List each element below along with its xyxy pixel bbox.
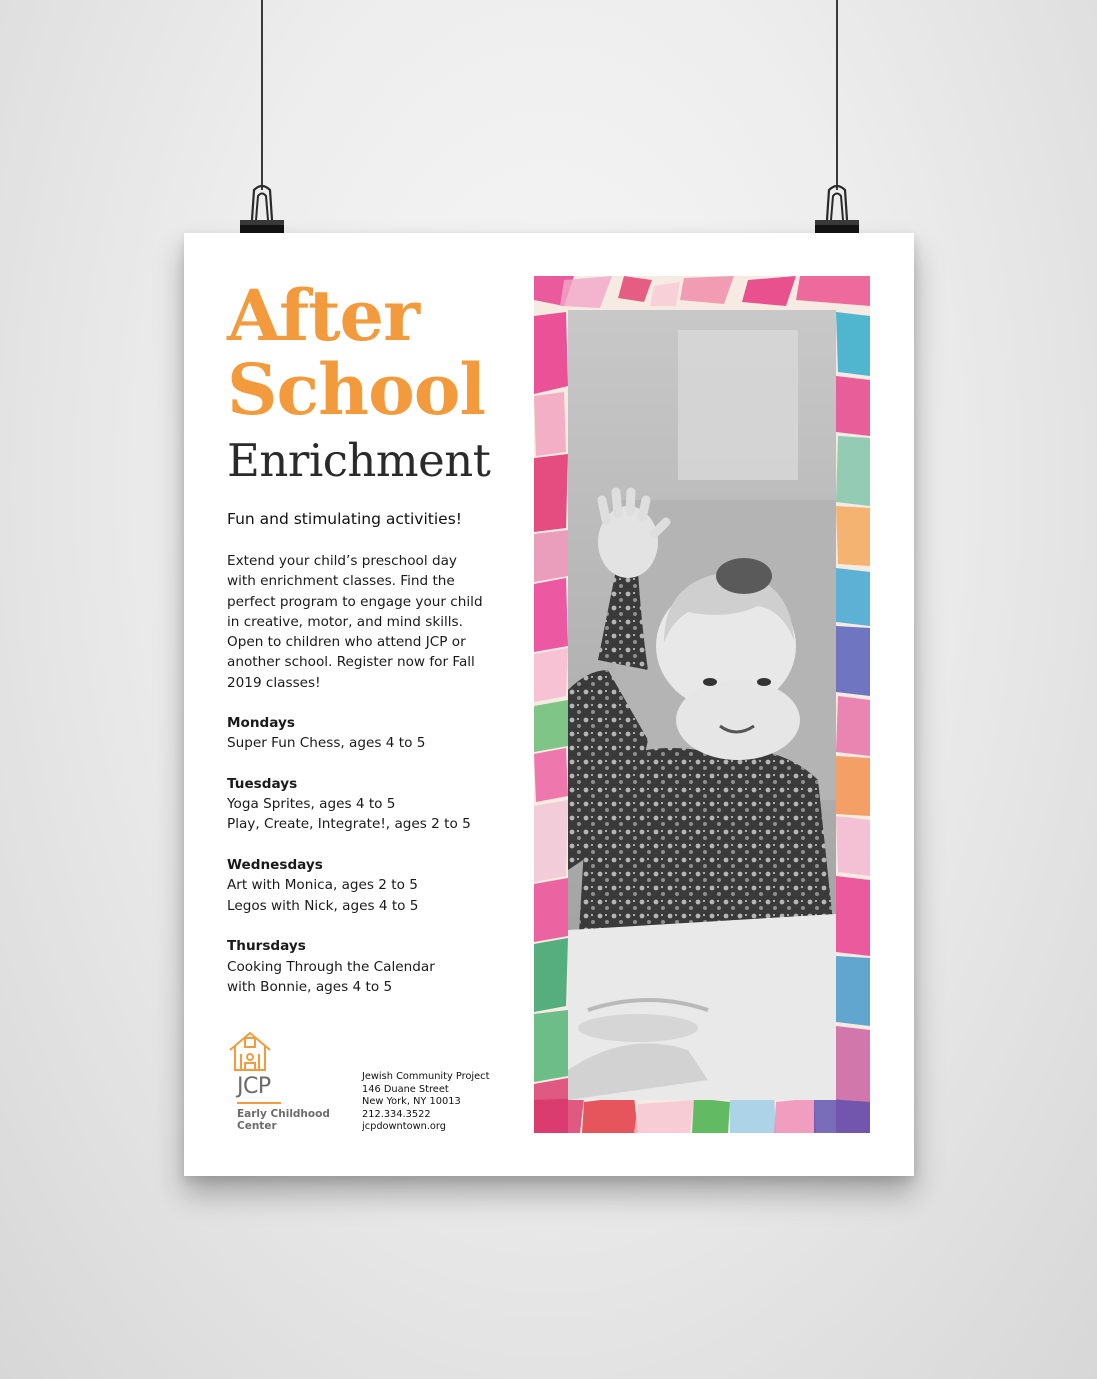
tissue-paper-collage	[534, 276, 870, 1133]
headline-enrichment: Enrichment	[227, 434, 491, 487]
class-item: Yoga Sprites, ages 4 to 5	[227, 796, 396, 813]
logo-subtitle	[237, 1108, 337, 1132]
poster	[184, 233, 914, 1176]
schedule-day	[227, 713, 507, 754]
class-item: with Bonnie, ages 4 to 5	[227, 978, 393, 995]
class-item: Play, Create, Integrate!, ages 2 to 5	[227, 816, 471, 833]
contact-city: New York, NY 10013	[362, 1096, 461, 1108]
day-name: Wednesdays	[227, 857, 323, 874]
logo-subtitle-line1: Early Childhood	[237, 1108, 330, 1120]
day-name: Thursdays	[227, 938, 306, 955]
hanging-wire-right	[836, 0, 838, 190]
class-item: Art with Monica, ages 2 to 5	[227, 877, 418, 894]
house-logo-icon	[228, 1030, 272, 1072]
child-raising-hand-image	[568, 310, 836, 1100]
class-item: Legos with Nick, ages 4 to 5	[227, 897, 419, 914]
contact-website: jcpdowntown.org	[362, 1121, 447, 1133]
contact-info	[362, 1071, 489, 1134]
contact-phone: 212.334.3522	[362, 1108, 431, 1120]
headline-school: School	[227, 348, 486, 431]
day-name: Tuesdays	[227, 775, 298, 792]
class-item: Cooking Through the Calendar	[227, 958, 435, 975]
class-item: Super Fun Chess, ages 4 to 5	[227, 735, 426, 752]
day-name: Mondays	[227, 715, 295, 731]
schedule-day	[227, 936, 507, 997]
logo-wordmark: JCP	[237, 1074, 271, 1099]
contact-street: 146 Duane Street	[362, 1083, 449, 1095]
child-photo	[568, 310, 836, 1100]
logo-subtitle-line2: Center	[237, 1120, 277, 1132]
tagline: Fun and stimulating activities!	[227, 510, 462, 528]
headline-after: After	[227, 274, 419, 357]
schedule-day	[227, 855, 507, 916]
logo-underline	[237, 1102, 281, 1104]
class-schedule	[227, 713, 507, 1017]
schedule-day	[227, 774, 507, 835]
hanging-wire-left	[261, 0, 263, 190]
contact-org: Jewish Community Project	[362, 1071, 490, 1082]
intro-paragraph: Extend your child’s preschool day with enrichment classes. Find the perfect program to engage your child in creative, motor, and mind skills. Open to children who attend JCP or another school. Register now for Fall 2019 classes!	[227, 553, 483, 691]
